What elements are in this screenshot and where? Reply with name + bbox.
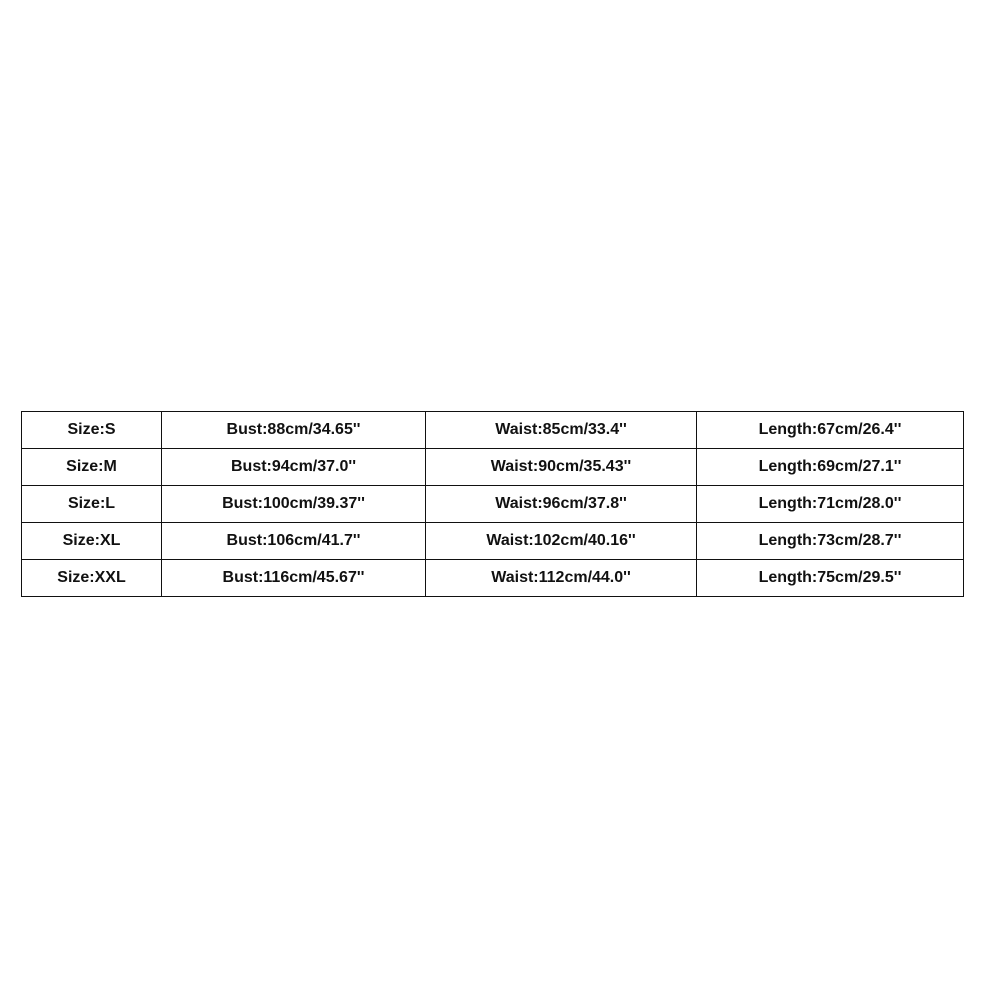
waist-cell: Waist:102cm/40.16'' xyxy=(426,523,697,560)
length-cell: Length:71cm/28.0'' xyxy=(697,486,964,523)
waist-cell: Waist:85cm/33.4'' xyxy=(426,412,697,449)
table-row xyxy=(22,449,964,486)
table-row xyxy=(22,560,964,597)
bust-cell: Bust:94cm/37.0'' xyxy=(162,449,426,486)
length-cell: Length:67cm/26.4'' xyxy=(697,412,964,449)
bust-cell: Bust:106cm/41.7'' xyxy=(162,523,426,560)
bust-cell: Bust:100cm/39.37'' xyxy=(162,486,426,523)
table-row xyxy=(22,486,964,523)
length-cell: Length:75cm/29.5'' xyxy=(697,560,964,597)
size-cell: Size:L xyxy=(22,486,162,523)
table-row xyxy=(22,412,964,449)
length-cell: Length:73cm/28.7'' xyxy=(697,523,964,560)
waist-cell: Waist:96cm/37.8'' xyxy=(426,486,697,523)
size-cell: Size:M xyxy=(22,449,162,486)
size-cell: Size:XL xyxy=(22,523,162,560)
waist-cell: Waist:112cm/44.0'' xyxy=(426,560,697,597)
waist-cell: Waist:90cm/35.43'' xyxy=(426,449,697,486)
bust-cell: Bust:88cm/34.65'' xyxy=(162,412,426,449)
size-cell: Size:XXL xyxy=(22,560,162,597)
bust-cell: Bust:116cm/45.67'' xyxy=(162,560,426,597)
table-row xyxy=(22,523,964,560)
length-cell: Length:69cm/27.1'' xyxy=(697,449,964,486)
size-cell: Size:S xyxy=(22,412,162,449)
size-chart-table xyxy=(21,411,964,597)
